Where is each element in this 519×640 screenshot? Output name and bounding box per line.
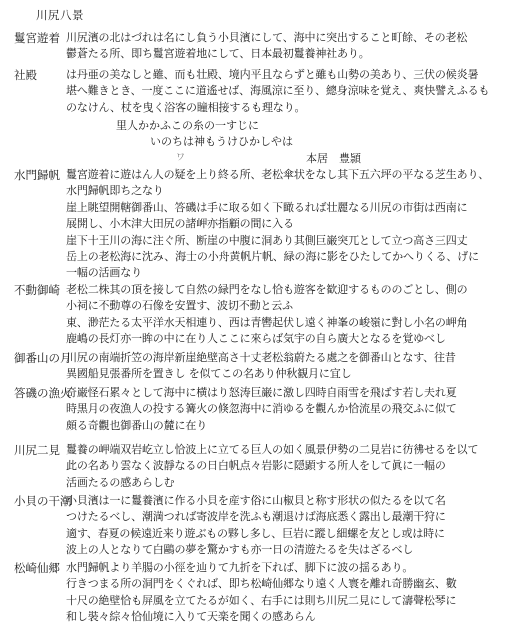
entry-line: のなけん、杖を曳く浴客の瞳相接するも理なり。: [66, 100, 306, 114]
entry-line: 展開し、小木津大田尻の諸岬亦指顧の間に入る: [66, 217, 294, 231]
entry-line: 小祠に不動尊の石像を安置す、波切不動と云ふ: [66, 299, 293, 313]
entry-label: 社殿: [14, 68, 37, 82]
entry-line: 一幅の活画なり: [66, 266, 142, 280]
entry-line: 堪へ難きとき、一度ここに道遙せば、海風涼に至り、總身涼味を覚え、爽快譬えふるも: [66, 84, 490, 98]
entry-line: 水門歸帆即ち之なり: [66, 184, 164, 198]
entry-body: [66, 282, 509, 348]
entry-line: 頗る奇觀也御番山の麓に在り: [66, 418, 208, 432]
poem-line-2: いのちは神もうけひかしやは: [150, 135, 293, 148]
entry-body: [66, 493, 509, 559]
entry-line: 適す、春夏の候遠近来り遊ぶもの夥し多し、巨岩に蹤し細螺を友とし或は時に: [66, 526, 445, 540]
entry-body: [66, 442, 509, 491]
entry-line: 鬱蒼たる所、即ち鬘宮遊着地にして、日本最初鬘養神社あり。: [66, 47, 370, 61]
poem-author: 本居 豊頴: [306, 152, 361, 165]
entry-line: 行きつまる所の洞門をくぐれば、即ち松崎仙郷なり遠く人寰を離れ奇勝幽玄、數: [66, 577, 457, 591]
entry-label: 川尻二見: [14, 443, 60, 457]
entry-line: 岳上の老松海に沈み、海士の小舟黄帆片帆、緑の海に影をひたしてかへりくる、げに: [66, 250, 479, 264]
entry-line: 鹿嶋の長灯亦一眸の中に在り人ここに來らば気宇の自ら廣大となるを覚ゆべし: [66, 332, 446, 346]
entry-label: 不動御崎: [14, 283, 60, 297]
entry-body: [66, 67, 509, 116]
entry-line: 崖下十王川の海に注ぐ所、断崖の中腹に洞あり其側巨巌突兀として立つ高さ三四丈: [66, 233, 468, 247]
entry-label: 鬘宮遊着: [14, 31, 60, 45]
entry-line: 時黒月の夜漁人の投する篝火の倏忽海中に消ゆるを觀んか恰流星の飛交ふに似て: [66, 402, 457, 416]
entry-label: 小貝の干潮: [14, 494, 72, 508]
entry-line: 小貝濱は一に鬘養濱に作る小貝を産す俗に山椒貝と称す形状の似たるを以て名: [66, 494, 446, 507]
entry-label: 松崎仙郷: [14, 561, 60, 575]
entry-line: は丹亜の美なしと雖、而も壮殿、境内平且ならずと雖も山勢の美あり、三伏の候炎暑: [66, 68, 479, 81]
entry-body: [66, 350, 509, 383]
entry-line: 十尺の絶壁恰も屏風を立てたるが如く、右手には則ち川尻二見にして濤聲松琴に: [66, 593, 457, 607]
entry-line: 波上の人となりて白鷗の夢を驚かすも亦一日の清遊たるを失はざるべし: [66, 543, 414, 557]
entry-line: 異國船見張番所を置きし を似てこの名あり仲秋観月に宜し: [66, 367, 352, 381]
entry-line: 東、渺茫たる太平洋水天相連り、西は青轡起伏し遠く神峯の峻嶺に對し小名の岬角: [66, 315, 468, 329]
entry-line: 老松二株其の頂を接して自然の緑門をなし恰も遊客を歓迎するもののごとし、側の: [66, 283, 468, 296]
entry-line: 和し裝々綜々恰仙境に入りて天楽を聞くの感あらん: [66, 610, 316, 624]
entry-line: 活画たるの感あらしむ: [66, 475, 175, 489]
entry-line: 川尻の南端折笠の海岸新崖絶壁高さ十丈老松翁蔚たる處之を御番山となす、往昔: [66, 351, 456, 364]
entry-body: [66, 30, 509, 63]
entry-line: 鬘宮遊着に遊はん人の疑を上り終る所、老松傘状をなし其下五六坪の平なる芝生あり、: [66, 168, 490, 181]
entry-label: 水門歸帆: [14, 168, 60, 182]
poem-line-1: 里人かかふこの糸の一すじに: [116, 119, 259, 132]
entry-line: つけたるべし、潮満つれば寄波岸を洗ふも潮退けば海底悉く露出し最潮干狩に: [66, 510, 446, 524]
entry-line: 奇巌怪石累々として海中に横はり怒涛巨巌に激し四時自雨雪を飛ばす若し夫れ夏: [66, 386, 457, 399]
entry-body: [66, 560, 509, 626]
entry-body: [66, 385, 509, 434]
entry-line: 鬘養の岬端双岩屹立し恰波上に立てる巨人の如く風景伊勢の二見岩に彷彿せるを以て: [66, 443, 479, 456]
document-title: 川尻八景: [36, 8, 84, 22]
entry-line: 此の名あり雲なく波靜なるの日白帆点々岩影に隠顕する所人をして眞に一幅の: [66, 459, 446, 473]
entry-line: 水門歸帆より羊腸の小徑を辿りて九折を下れば、脚下に波の揺るあり。: [66, 561, 414, 574]
entry-label: 御番山の月: [14, 351, 72, 365]
entry-line: 川尻濱の北はづれは名にし負う小貝濱にして、海中に突出すること町餘、その老松: [66, 31, 468, 44]
margin-mark: ワ: [176, 153, 186, 163]
entry-body: [66, 167, 509, 282]
entry-line: 崖上眺望開轄御番山、答磯は手に取る如く下瞰るれば壮麗なる川尻の市街は西南に: [66, 200, 468, 214]
entry-label: 答磯の漁火: [14, 386, 72, 400]
